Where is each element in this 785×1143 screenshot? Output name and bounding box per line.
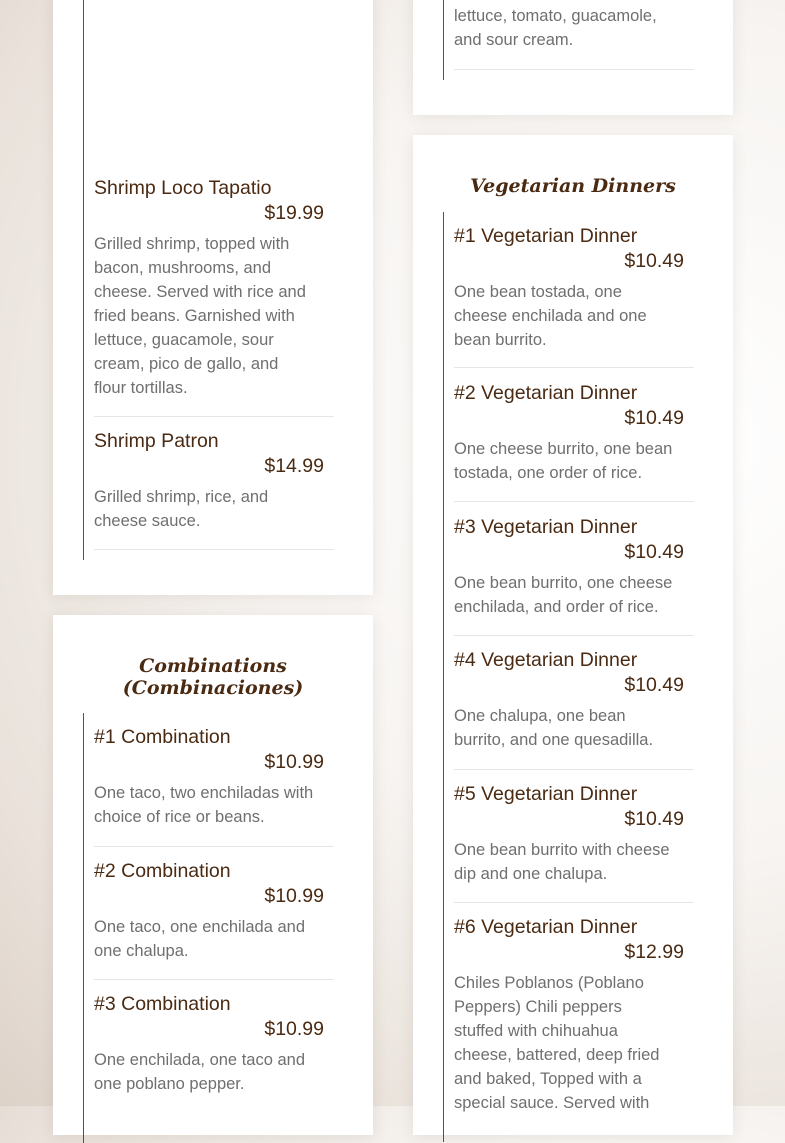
section-title: Vegetarian Dinners	[470, 175, 676, 197]
menu-item-name: #6 Vegetarian Dinner	[454, 916, 638, 938]
item-divider	[454, 69, 694, 70]
menu-item-price: $10.49	[624, 674, 684, 696]
menu-item-price: $10.49	[624, 808, 684, 830]
menu-item-price: $10.99	[264, 751, 324, 773]
menu-item-price: $19.99	[264, 202, 324, 224]
item-divider	[94, 549, 334, 550]
menu-item-description: One bean tostada, one cheese enchilada and one bean burrito.	[454, 283, 647, 349]
menu-item-description: One taco, two enchiladas with choice of rice or beans.	[94, 784, 314, 826]
item-divider	[454, 367, 694, 368]
menu-item-price: $10.49	[624, 407, 684, 429]
item-divider	[94, 979, 334, 980]
menu-item-price: $10.49	[624, 250, 684, 272]
item-divider	[454, 635, 694, 636]
item-divider	[454, 501, 694, 502]
menu-item-price: $10.99	[264, 1018, 324, 1040]
menu-item-name: #3 Vegetarian Dinner	[454, 516, 638, 538]
menu-item-name: Shrimp Loco Tapatio	[94, 177, 272, 199]
combinations-card	[53, 615, 373, 1135]
menu-item-price: $10.49	[624, 541, 684, 563]
menu-item-description: One cheese burrito, one bean tostada, one order of rice.	[454, 440, 673, 482]
menu-item-name: #4 Vegetarian Dinner	[454, 649, 638, 671]
menu-item-description: Grilled shrimp, rice, and cheese sauce.	[94, 488, 269, 530]
vegetarian-dinners-card	[413, 135, 733, 1135]
menu-item-name: Shrimp Patron	[94, 430, 219, 452]
menu-item-name: #1 Vegetarian Dinner	[454, 225, 638, 247]
item-divider	[94, 846, 334, 847]
menu-item-list	[443, 0, 694, 80]
menu-item-description: Chiles Poblanos (Poblano Peppers) Chili peppers stuffed with chihuahua cheese, battered, deep fried and baked, Topped with a special sauce. Served with	[454, 974, 660, 1112]
menu-item-name: #1 Combination	[94, 726, 231, 748]
item-divider	[94, 416, 334, 417]
menu-item-price: $14.99	[264, 455, 324, 477]
menu-item-description: One bean burrito, one cheese enchilada, and order of rice.	[454, 574, 673, 616]
menu-item-description: One bean burrito with cheese dip and one chalupa.	[454, 841, 670, 883]
menu-item-description: One taco, one enchilada and one chalupa.	[94, 918, 305, 960]
menu-item-list	[443, 212, 694, 1142]
menu-item-description: One enchilada, one taco and one poblano pepper.	[94, 1051, 305, 1093]
menu-item-name: #2 Combination	[94, 860, 231, 882]
menu-item-price: $10.99	[264, 885, 324, 907]
menu-item-list	[83, 713, 334, 1143]
item-divider	[454, 902, 694, 903]
menu-item-name: #3 Combination	[94, 993, 231, 1015]
menu-item-price: $12.99	[624, 941, 684, 963]
section-title-line: Combinations	[139, 655, 287, 677]
previous-section-card	[413, 0, 733, 115]
menu-item-description: One chalupa, one bean burrito, and one quesadilla.	[454, 707, 654, 749]
menu-item-description: Grilled shrimp, topped with bacon, mushrooms, and cheese. Served with rice and fried beans. Garnished with lettuce, guacamole, sour cream, pico de gallo, and flour tortillas.	[94, 235, 306, 397]
menu-item-name: #5 Vegetarian Dinner	[454, 783, 638, 805]
menu-item-name: #2 Vegetarian Dinner	[454, 382, 638, 404]
section-title-line: (Combinaciones)	[122, 677, 304, 699]
menu-item-description: lettuce, tomato, guacamole, and sour cream.	[454, 7, 657, 49]
item-divider	[454, 769, 694, 770]
section-title	[53, 655, 373, 699]
menu-item-list	[83, 0, 334, 560]
seafood-menu-card	[53, 0, 373, 595]
